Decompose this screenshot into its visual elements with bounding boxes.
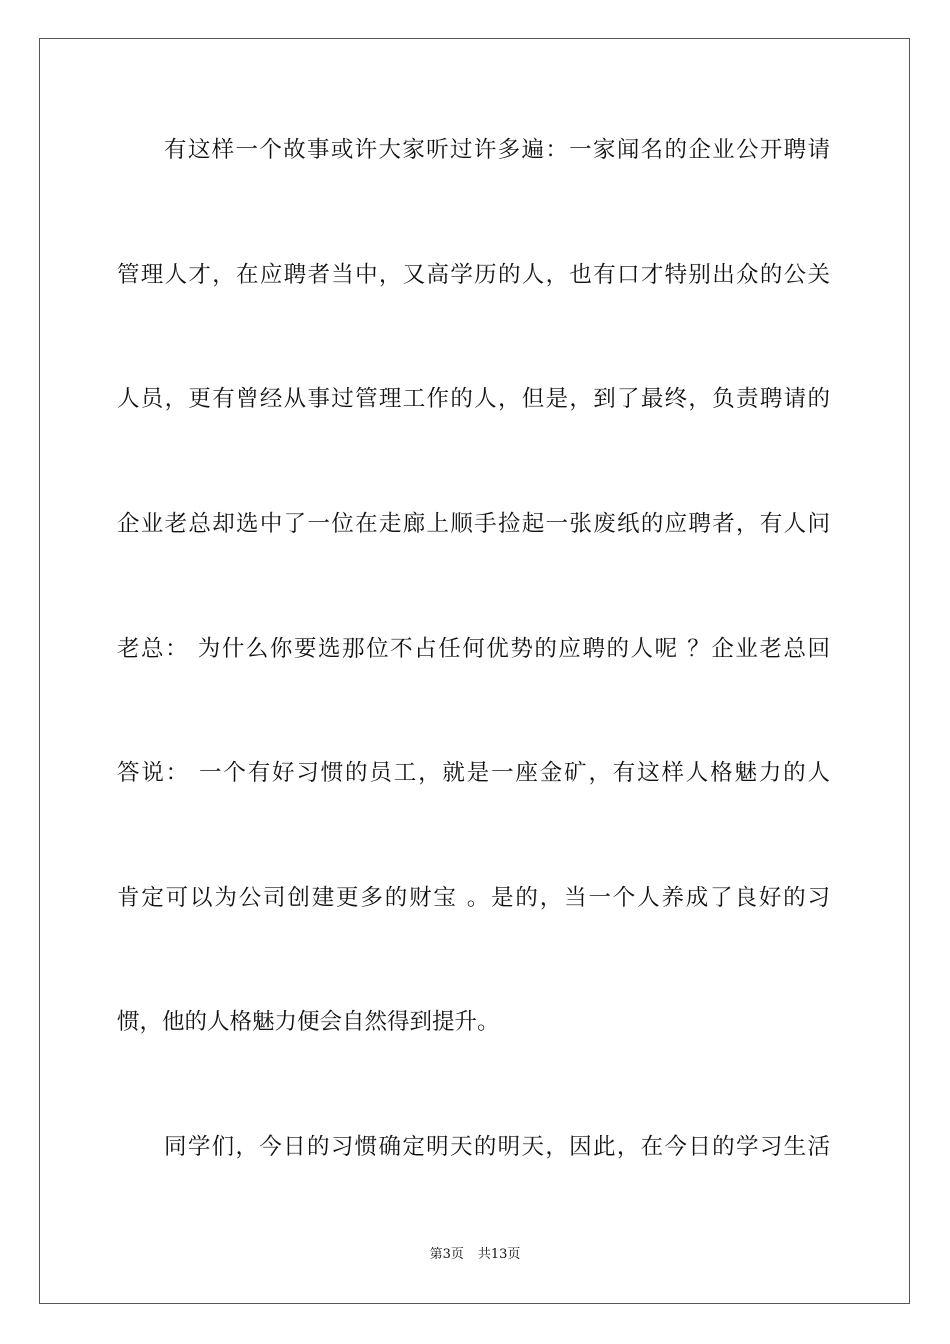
paragraph-line-1: 有这样一个故事或许大家听过许多遍：一家闻名的企业公开聘请 (164, 137, 830, 163)
paragraph-line-9: 同学们，今日的习惯确定明天的明天，因此，在今日的学习生活 (164, 1134, 830, 1160)
page-border (39, 38, 910, 1304)
page-number: 第3页 (429, 1247, 464, 1262)
paragraph-line-4: 企业老总却选中了一位在走廊上顺手捡起一张废纸的应聘者，有人问 (117, 511, 830, 537)
paragraph-line-3: 人员，更有曾经从事过管理工作的人，但是，到了最终，负责聘请的 (117, 386, 830, 412)
paragraph-line-2: 管理人才，在应聘者当中，又高学历的人，也有口才特别出众的公关 (117, 262, 830, 288)
page-footer (0, 1246, 950, 1264)
paragraph-line-6: 答说： 一个有好习惯的员工，就是一座金矿，有这样人格魅力的人 (117, 760, 830, 786)
page-total: 共13页 (477, 1247, 521, 1262)
paragraph-line-7: 肯定可以为公司创建更多的财宝 。是的，当一个人养成了良好的习 (117, 885, 830, 911)
paragraph-line-5: 老总： 为什么你要选那位不占任何优势的应聘的人呢 ？企业老总回 (117, 636, 830, 662)
paragraph-line-8: 惯，他的人格魅力便会自然得到提升。 (117, 1009, 500, 1035)
